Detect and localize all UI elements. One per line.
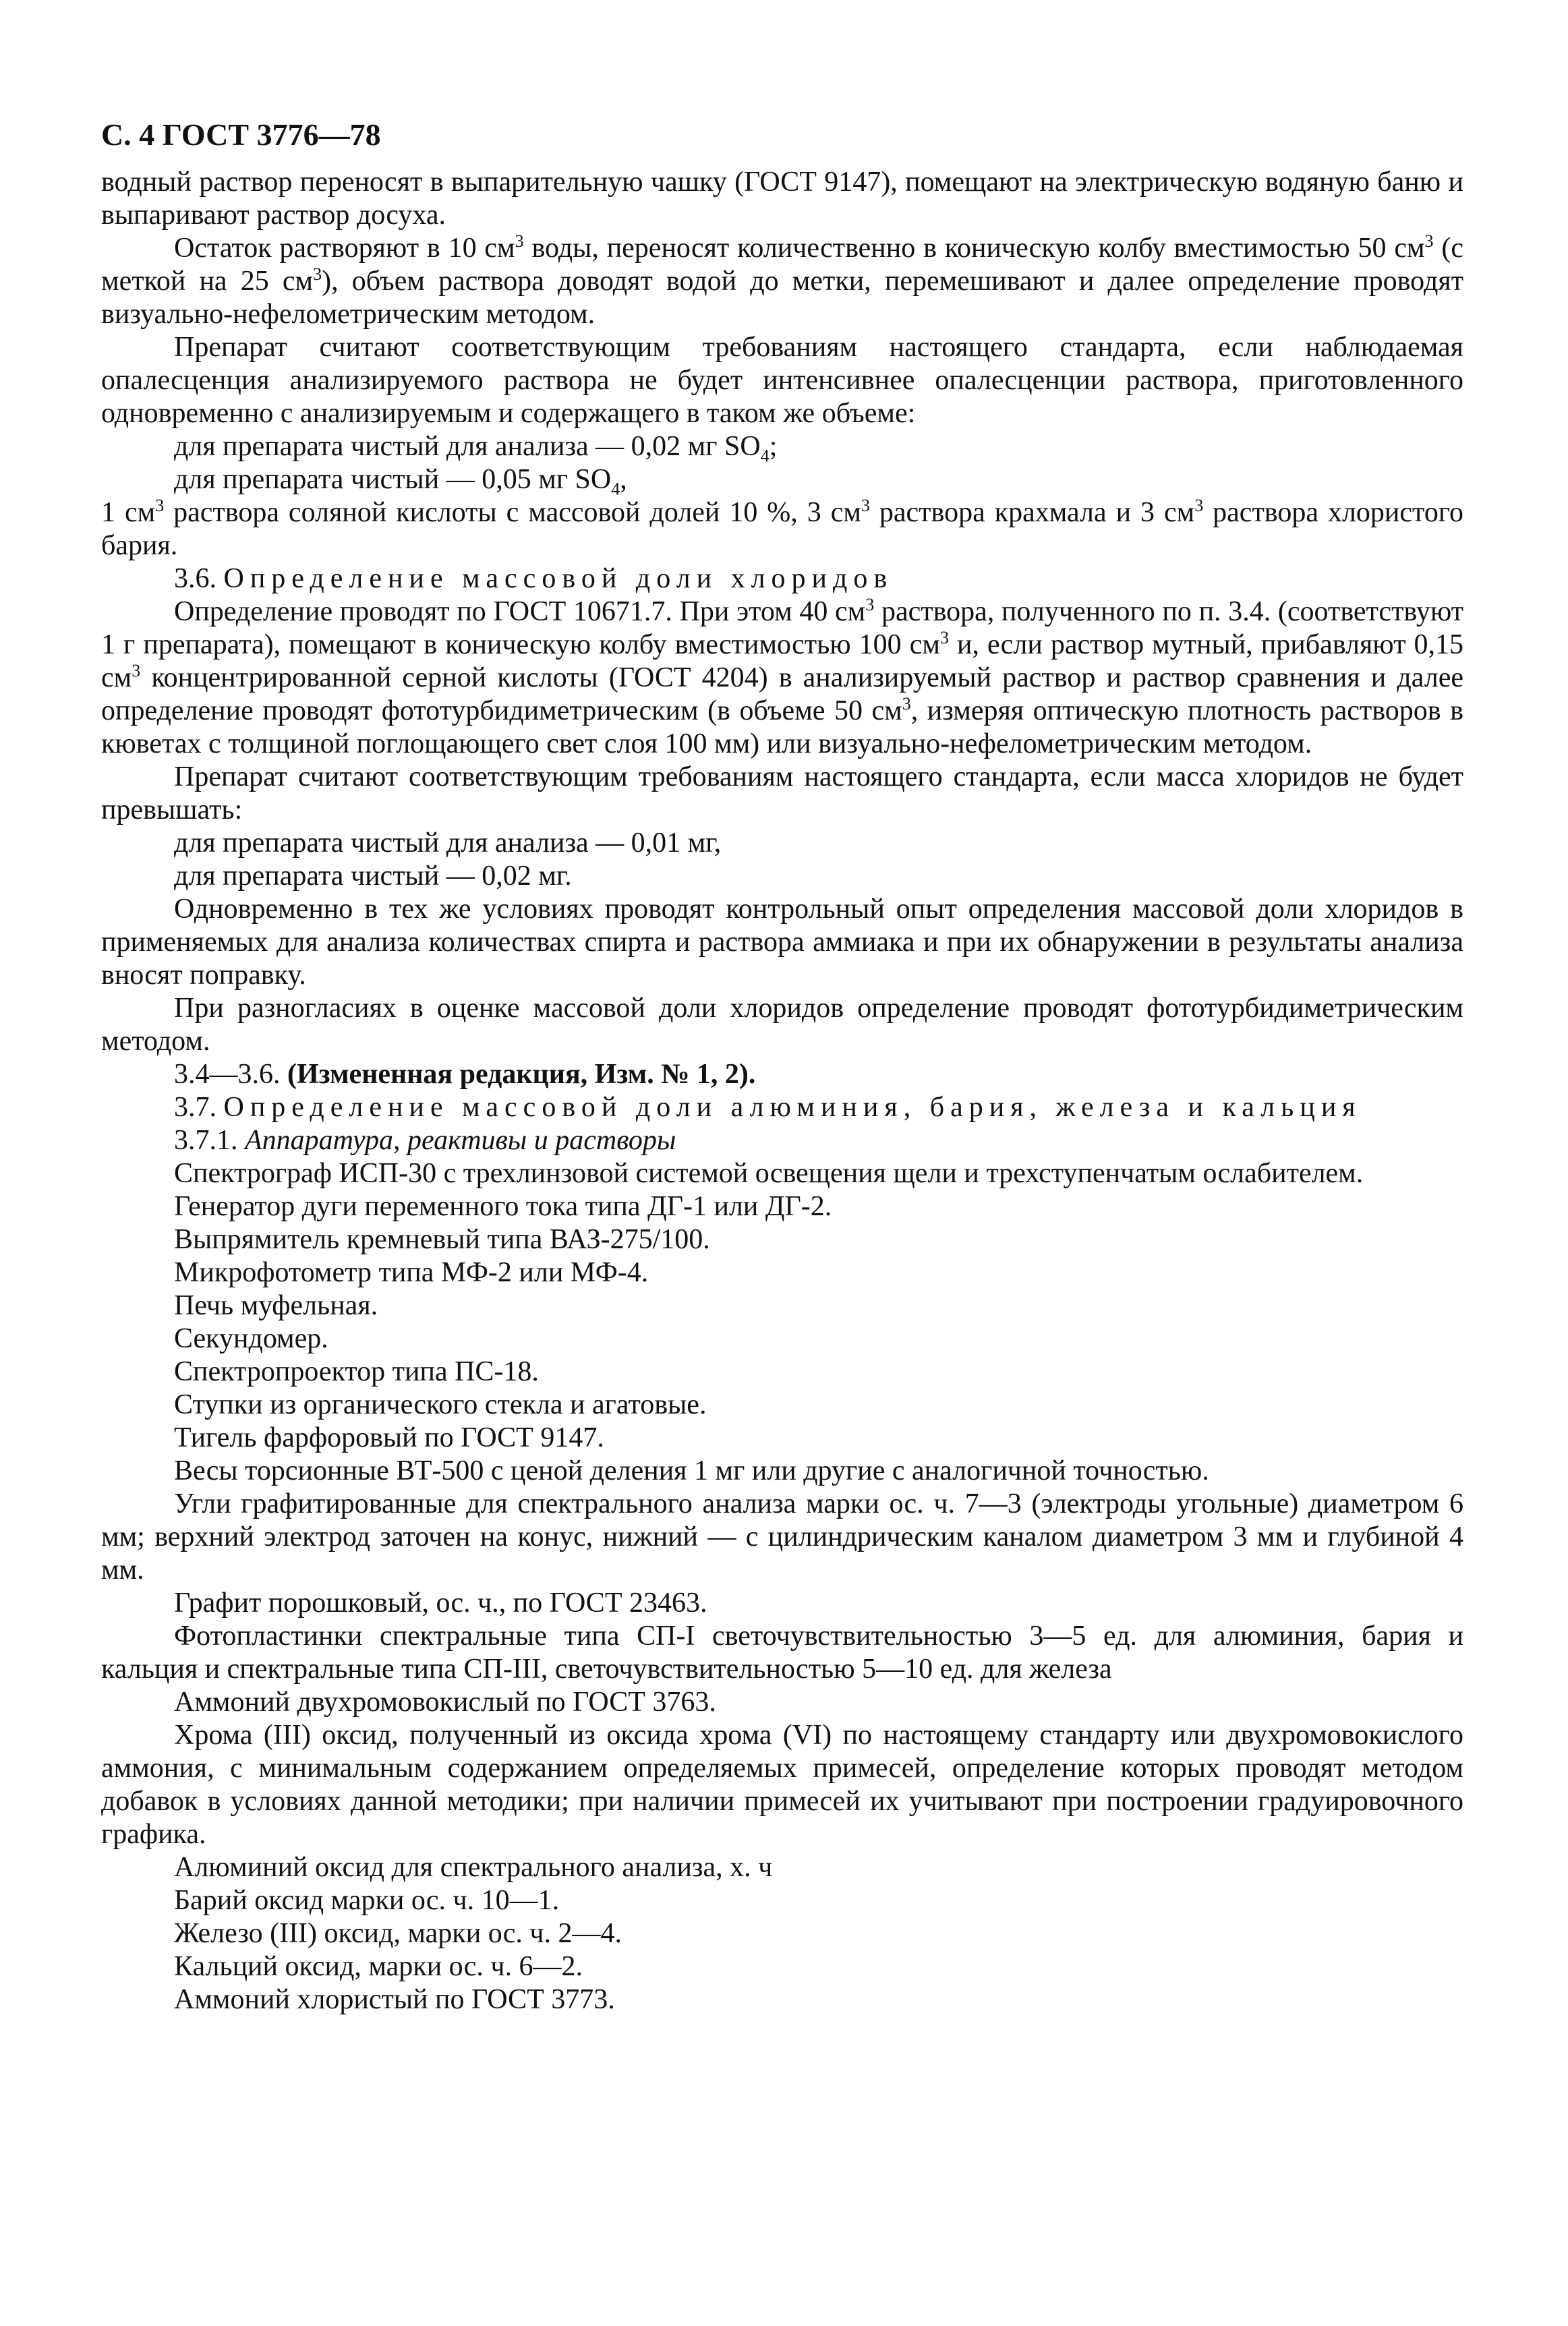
list-item: Ступки из органического стекла и агатовые. xyxy=(174,1389,707,1420)
list-item: для препарата чистый — 0,05 мг $SO_4$, xyxy=(174,464,627,499)
paragraph: Хрома (III) оксид, полученный из оксида хрома (VI) по настоящему стандарту или двухромовокислого аммония, с минимальным содержанием определяемых примесей, определение которых проводят методом добавок в условиях данной методики; при наличии примесей их учитывают при построении градуировочного графика. xyxy=(101,1720,1463,1850)
list-item: Спектрограф ИСП-30 с трехлинзовой системой освещения щели и трехступенчатым ослабителем. xyxy=(174,1158,1364,1189)
paragraph: Препарат считают соответствующим требованиям настоящего стандарта, если наблюдаемая опалесценция анализируемого раствора не будет интенсивнее опалесценции раствора, приготовленного одновременно с анализируемым и содержащего в таком же объеме: xyxy=(101,332,1463,429)
section-heading: 3.7. Определение массовой доли алюминия, бария, железа и кальция xyxy=(174,1092,1362,1123)
list-item: Тигель фарфоровый по ГОСТ 9147. xyxy=(174,1422,604,1453)
paragraph: Определение проводят по ГОСТ 10671.7. При этом 40 $см^3$ раствора, полученного по п. 3.4. (соответствуют 1 г препарата), помещают в коническую колбу вместимостью 100 $см^3$ и, если раствор мутный, прибавляют 0,15 $см^3$ концентрированной серной кислоты (ГОСТ 4204) в анализируемый раствор и раствор сравнения и далее определение проводят фототурбидиметрическим (в объеме 50 $см^3$, измеряя оптическую плотность растворов в кюветах с толщиной поглощающего свет слоя 100 мм) или визуально-нефелометрическим методом. xyxy=(101,595,1464,759)
paragraph: водный раствор переносят в выпарительную чашку (ГОСТ 9147), помещают на электрическую водяную баню и выпаривают раствор досуха. xyxy=(101,167,1463,231)
list-item: Спектропроектор типа ПС-18. xyxy=(174,1356,539,1387)
list-item: Выпрямитель кремневый типа ВАЗ-275/100. xyxy=(174,1224,710,1255)
list-item: Секундомер. xyxy=(174,1323,328,1354)
paragraph: Аммоний двухромовокислый по ГОСТ 3763. xyxy=(174,1687,716,1718)
paragraph: Графит порошковый, ос. ч., по ГОСТ 23463. xyxy=(174,1588,707,1619)
page-header: С. 4 ГОСТ 3776—78 xyxy=(101,117,381,152)
list-item: для препарата чистый для анализа — 0,01 мг, xyxy=(174,827,722,859)
list-item: Микрофотометр типа МФ-2 или МФ-4. xyxy=(174,1257,649,1288)
list-item: Барий оксид марки ос. ч. 10—1. xyxy=(174,1885,560,1916)
list-item: Печь муфельная. xyxy=(174,1290,378,1321)
list-item: Генератор дуги переменного тока типа ДГ-1 или ДГ-2. xyxy=(174,1191,832,1222)
document-page xyxy=(101,118,1463,2016)
list-item: Кальций оксид, марки ос. ч. 6—2. xyxy=(174,1951,583,1982)
list-item: для препарата чистый для анализа — 0,02 мг $SO_4$; xyxy=(174,431,778,466)
paragraph: 1 $см^3$ раствора соляной кислоты с массовой долей 10 %, 3 $см^3$ раствора крахмала и 3 $см^3$ раствора хлористого бария. xyxy=(101,496,1464,561)
list-item: Аммоний хлористый по ГОСТ 3773. xyxy=(174,1984,615,2015)
paragraph: Фотопластинки спектральные типа СП-I светочувствительностью 3—5 ед. для алюминия, бария и кальция и спектральные типа СП-III, светочувствительностью 5—10 ед. для железа xyxy=(101,1621,1463,1685)
list-item: Алюминий оксид для спектрального анализа, х. ч xyxy=(174,1852,773,1883)
section-heading: 3.6. Определение массовой доли хлоридов xyxy=(174,563,894,594)
paragraph: Остаток растворяют в 10 $см^3$ воды, переносят количественно в коническую колбу вместимостью 50 $см^3$ (с меткой на 25 $см^3$), объем раствора доводят водой до метки, перемешивают и далее определение проводят визуально-нефелометрическим методом. xyxy=(101,231,1463,330)
paragraph: Одновременно в тех же условиях проводят контрольный опыт определения массовой доли хлоридов в применяемых для анализа количествах спирта и раствора аммиака и при их обнаружении в результаты анализа вносят поправку. xyxy=(101,894,1463,991)
list-item: Весы торсионные ВТ-500 с ценой деления 1 мг или другие с аналогичной точностью. xyxy=(174,1455,1209,1486)
amendment-note: 3.4—3.6. (Измененная редакция, Изм. № 1, 2). xyxy=(174,1059,756,1090)
subsection-heading: 3.7.1. Аппаратура, реактивы и растворы xyxy=(174,1125,676,1156)
list-item: для препарата чистый — 0,02 мг. xyxy=(174,861,572,892)
list-item: Железо (III) оксид, марки ос. ч. 2—4. xyxy=(174,1918,622,1949)
paragraph: Угли графитированные для спектрального анализа марки ос. ч. 7—3 (электроды угольные) диаметром 6 мм; верхний электрод заточен на конус, нижний — с цилиндрическим каналом диаметром 3 мм и глубиной 4 мм. xyxy=(101,1488,1463,1586)
paragraph: При разногласиях в оценке массовой доли хлоридов определение проводят фототурбидиметрическим методом. xyxy=(101,993,1463,1057)
paragraph: Препарат считают соответствующим требованиям настоящего стандарта, если масса хлоридов не будет превышать: xyxy=(101,761,1463,825)
